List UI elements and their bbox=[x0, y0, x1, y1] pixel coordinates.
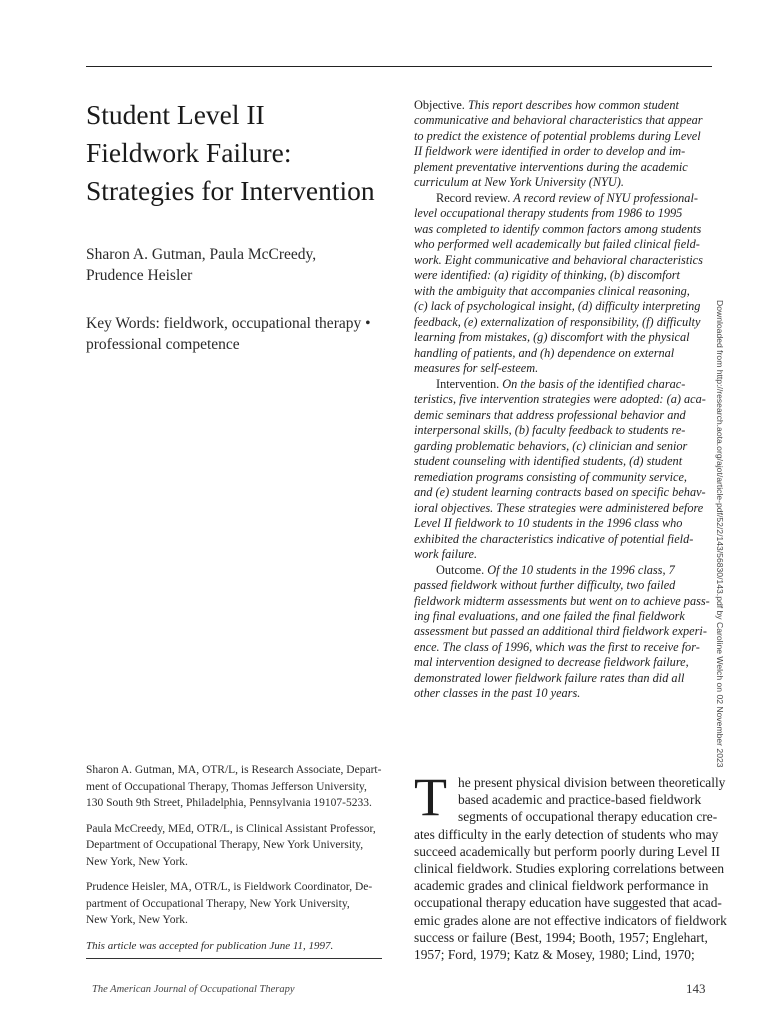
abstract-text: who performed well academically but failed clinical field- bbox=[414, 237, 700, 252]
abstract-line bbox=[414, 206, 714, 221]
abstract-text: fieldwork midterm assessments but went on to achieve pass- bbox=[414, 593, 710, 608]
keywords-line: professional competence bbox=[86, 336, 240, 353]
note-line: partment of Occupational Therapy, New York University, bbox=[86, 897, 350, 910]
abstract bbox=[414, 98, 714, 702]
abstract-line bbox=[414, 299, 714, 314]
note-line: New York, New York. bbox=[86, 914, 188, 926]
abstract-section-label: Intervention. bbox=[436, 376, 500, 391]
body-line: ates difficulty in the early detection of students who may bbox=[414, 826, 719, 842]
note-line: ment of Occupational Therapy, Thomas Jefferson University, bbox=[86, 780, 367, 793]
abstract-text: curriculum at New York University (NYU). bbox=[414, 175, 624, 190]
abstract-line bbox=[414, 191, 714, 206]
abstract-text: other classes in the past 10 years. bbox=[414, 686, 581, 701]
abstract-line bbox=[414, 594, 714, 609]
abstract-text: exhibited the characteristics indicative of potential field- bbox=[414, 531, 694, 546]
abstract-line bbox=[414, 470, 714, 485]
abstract-line bbox=[414, 454, 714, 469]
abstract-text: work failure. bbox=[414, 547, 478, 562]
author-line: Prudence Heisler bbox=[86, 267, 193, 284]
body-line: emic grades alone are not effective indicators of fieldwork bbox=[414, 912, 727, 928]
abstract-text: mal intervention designed to decrease fieldwork failure, bbox=[414, 655, 689, 670]
abstract-line bbox=[414, 624, 714, 639]
acceptance-note: This article was accepted for publication June 11, 1997. bbox=[86, 939, 334, 952]
abstract-text: ioral objectives. These strategies were administered before bbox=[414, 500, 704, 515]
title-line: Strategies for Intervention bbox=[86, 175, 375, 206]
abstract-line bbox=[414, 330, 714, 345]
body-line: he present physical division between theoretically bbox=[458, 775, 726, 790]
note-line: New York, New York. bbox=[86, 855, 188, 868]
abstract-text: assessment but passed an additional third fieldwork experi- bbox=[414, 624, 707, 639]
abstract-text: Of the 10 students in the 1996 class, 7 bbox=[487, 562, 675, 577]
affiliation-note bbox=[86, 879, 386, 929]
abstract-text: ence. The class of 1996, which was the first to receive for- bbox=[414, 639, 700, 654]
abstract-text: measures for self-esteem. bbox=[414, 361, 539, 376]
title-line: Student Level II bbox=[86, 99, 265, 130]
abstract-line bbox=[414, 547, 714, 562]
abstract-section-label: Objective. bbox=[414, 98, 465, 112]
body-line: succeed academically but perform poorly during Level II bbox=[414, 843, 720, 859]
abstract-line bbox=[414, 160, 714, 175]
abstract-text: with the ambiguity that accompanies clinical reasoning, bbox=[414, 283, 690, 298]
abstract-line bbox=[414, 439, 714, 454]
abstract-line bbox=[414, 609, 714, 624]
abstract-text: demic seminars that address professional behavior and bbox=[414, 407, 686, 422]
abstract-text: feedback, (e) externalization of responsibility, (f) difficulty bbox=[414, 314, 701, 329]
body-line: based academic and practice-based fieldwork bbox=[458, 792, 702, 808]
abstract-text: communicative and behavioral characteristics that appear bbox=[414, 113, 703, 128]
abstract-line bbox=[414, 640, 714, 655]
body-line: success or failure (Best, 1994; Booth, 1957; Englehart, bbox=[414, 929, 708, 945]
abstract-line bbox=[414, 361, 714, 376]
abstract-line bbox=[414, 144, 714, 159]
abstract-text: interpersonal skills, (b) faculty feedback to students re- bbox=[414, 423, 686, 438]
abstract-text: to predict the existence of potential problems during Level bbox=[414, 128, 701, 143]
abstract-line bbox=[414, 563, 714, 578]
author-line: Sharon A. Gutman, Paula McCreedy, bbox=[86, 246, 317, 263]
body-line: academic grades and clinical fieldwork performance in bbox=[414, 878, 709, 894]
page-number: 143 bbox=[686, 981, 706, 996]
abstract-text: was completed to identify common factors among students bbox=[414, 221, 702, 236]
body-line: segments of occupational therapy education cre- bbox=[458, 809, 718, 825]
article-title bbox=[86, 96, 396, 210]
abstract-text: (c) lack of psychological insight, (d) difficulty interpreting bbox=[414, 299, 701, 314]
body-line: clinical fieldwork. Studies exploring correlations between bbox=[414, 861, 725, 877]
abstract-section-label: Outcome. bbox=[436, 562, 485, 577]
abstract-line bbox=[414, 268, 714, 283]
abstract-line bbox=[414, 578, 714, 593]
abstract-line bbox=[414, 423, 714, 438]
abstract-text: A record review of NYU professional- bbox=[513, 190, 698, 205]
author-affiliations bbox=[86, 762, 386, 954]
abstract-text: were identified: (a) rigidity of thinking, (b) discomfort bbox=[414, 268, 680, 283]
abstract-line bbox=[414, 408, 714, 423]
body-line: 1957; Ford, 1979; Katz & Mosey, 1980; Lind, 1970; bbox=[414, 947, 695, 963]
title-line: Fieldwork Failure: bbox=[86, 137, 292, 168]
abstract-text: learning from mistakes, (g) discomfort with the physical bbox=[414, 330, 690, 345]
abstract-line bbox=[414, 655, 714, 670]
note-line: Sharon A. Gutman, MA, OTR/L, is Research Associate, Depart- bbox=[86, 764, 382, 776]
key-words bbox=[86, 313, 396, 355]
affiliation-note bbox=[86, 762, 386, 812]
abstract-line bbox=[414, 175, 714, 190]
top-rule bbox=[86, 66, 712, 67]
download-notice: Downloaded from http://research.aota.org/ajot/article-pdf/52/2/143/56830/143.pdf by Caroline Welch on 02 November 2023 bbox=[715, 300, 725, 768]
note-line: Prudence Heisler, MA, OTR/L, is Fieldwork Coordinator, De- bbox=[86, 881, 373, 893]
abstract-text: garding problematic behaviors, (c) clinician and senior bbox=[414, 438, 688, 453]
abstract-text: teristics, five intervention strategies were adopted: (a) aca- bbox=[414, 392, 706, 407]
abstract-text: handling of patients, and (h) dependence on external bbox=[414, 345, 675, 360]
keywords-line: Key Words: fieldwork, occupational therapy • bbox=[86, 315, 371, 332]
abstract-line bbox=[414, 315, 714, 330]
abstract-line bbox=[414, 671, 714, 686]
abstract-line bbox=[414, 686, 714, 701]
abstract-text: This report describes how common student bbox=[467, 98, 679, 112]
abstract-section-label: Record review. bbox=[436, 190, 511, 205]
abstract-text: passed fieldwork without further difficulty, two failed bbox=[414, 578, 676, 593]
abstract-text: level occupational therapy students from 1986 to 1995 bbox=[414, 206, 683, 221]
abstract-text: plement preventative interventions during the academic bbox=[414, 159, 688, 174]
author-list bbox=[86, 244, 396, 286]
body-line: occupational therapy education have suggested that acad- bbox=[414, 895, 722, 911]
abstract-text: work. Eight communicative and behavioral characteristics bbox=[414, 252, 703, 267]
abstract-line bbox=[414, 516, 714, 531]
journal-name: The American Journal of Occupational Therapy bbox=[92, 984, 295, 995]
abstract-line bbox=[414, 129, 714, 144]
abstract-line bbox=[414, 346, 714, 361]
note-line: Paula McCreedy, MEd, OTR/L, is Clinical Assistant Professor, bbox=[86, 822, 376, 835]
affiliation-note bbox=[86, 821, 386, 871]
abstract-text: remediation programs consisting of community service, bbox=[414, 469, 687, 484]
abstract-text: student counseling with identified students, (d) student bbox=[414, 454, 683, 469]
note-line: Department of Occupational Therapy, New York University, bbox=[86, 839, 364, 851]
abstract-line bbox=[414, 501, 714, 516]
drop-cap: T bbox=[414, 767, 447, 827]
abstract-text: demonstrated lower fieldwork failure rates than did all bbox=[414, 670, 685, 685]
abstract-line bbox=[414, 113, 714, 128]
abstract-line bbox=[414, 532, 714, 547]
abstract-line bbox=[414, 98, 714, 113]
notes-rule bbox=[86, 958, 382, 959]
abstract-text: II fieldwork were identified in order to develop and im- bbox=[414, 144, 686, 159]
abstract-text: On the basis of the identified charac- bbox=[502, 376, 686, 391]
body-text bbox=[414, 774, 727, 963]
abstract-line bbox=[414, 377, 714, 392]
abstract-line bbox=[414, 392, 714, 407]
note-line: 130 South 9th Street, Philadelphia, Pennsylvania 19107-5233. bbox=[86, 797, 372, 809]
abstract-text: ing final evaluations, and one failed the final fieldwork bbox=[414, 608, 685, 623]
abstract-line bbox=[414, 253, 714, 268]
abstract-line bbox=[414, 222, 714, 237]
abstract-line bbox=[414, 284, 714, 299]
abstract-line bbox=[414, 485, 714, 500]
abstract-text: and (e) student learning contracts based on specific behav- bbox=[414, 485, 706, 500]
abstract-line bbox=[414, 237, 714, 252]
abstract-text: Level II fieldwork to 10 students in the 1996 class who bbox=[414, 516, 683, 531]
